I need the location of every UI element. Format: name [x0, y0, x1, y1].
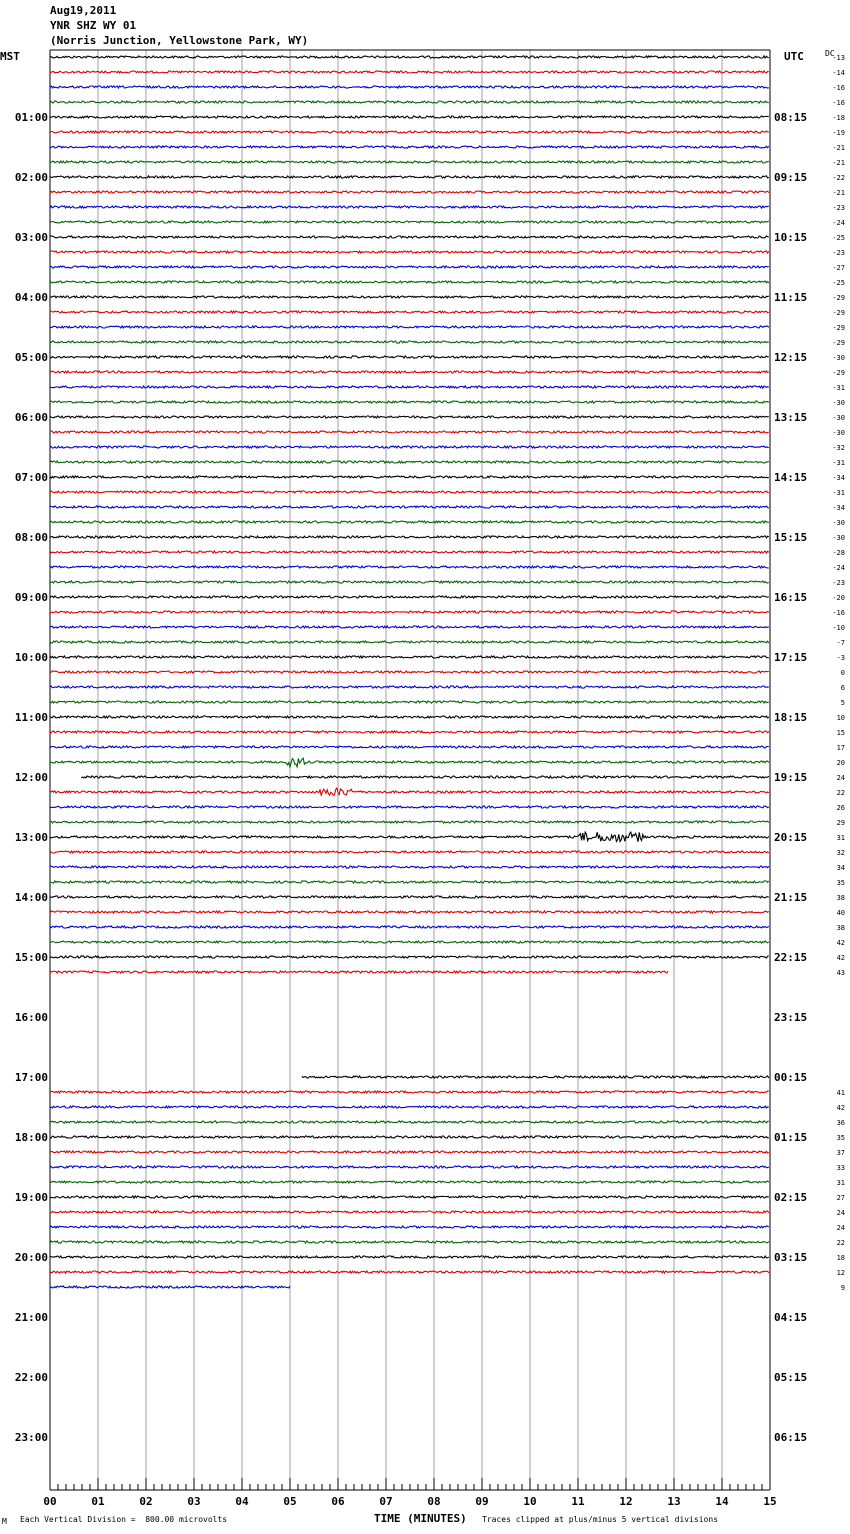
dc-offset-label: -21 — [832, 159, 845, 167]
dc-offset-label: 31 — [836, 834, 845, 842]
left-hour-label: 13:00 — [14, 831, 48, 844]
trace-row — [50, 431, 769, 433]
trace-row — [50, 1181, 769, 1183]
trace-row — [50, 491, 769, 493]
left-hour-label: 21:00 — [14, 1311, 48, 1324]
trace-row — [50, 146, 769, 148]
dc-offset-label: 31 — [836, 1179, 845, 1187]
trace-row — [50, 176, 769, 178]
right-hour-label: 18:15 — [774, 711, 808, 724]
trace-row — [50, 1271, 769, 1273]
trace-row — [50, 671, 769, 673]
trace-row — [50, 926, 769, 928]
dc-offset-label: -13 — [832, 54, 845, 62]
trace-row — [50, 236, 769, 238]
x-tick-label: 12 — [619, 1495, 633, 1508]
trace-row — [50, 866, 769, 868]
trace-row — [50, 341, 769, 343]
trace-row — [50, 581, 769, 583]
trace-row — [50, 941, 769, 943]
right-hour-label: 06:15 — [774, 1431, 808, 1444]
trace-row — [50, 446, 769, 448]
trace-row — [50, 686, 769, 688]
trace-row — [50, 161, 769, 163]
dc-offset-label: -29 — [832, 294, 845, 302]
trace-row — [50, 386, 769, 388]
right-hour-label: 16:15 — [774, 591, 808, 604]
trace-row — [50, 326, 769, 328]
left-hour-label: 04:00 — [14, 291, 48, 304]
x-tick-label: 07 — [379, 1495, 393, 1508]
trace-row — [50, 896, 769, 898]
right-timezone-label: UTC — [784, 50, 804, 63]
dc-offset-label: -29 — [832, 369, 845, 377]
trace-row — [50, 881, 769, 883]
dc-offset-label: -23 — [832, 204, 845, 212]
trace-row — [50, 746, 769, 748]
dc-offset-label: -30 — [832, 414, 845, 422]
trace-row — [50, 476, 769, 478]
dc-offset-label: -34 — [832, 504, 845, 512]
right-hour-label: 09:15 — [774, 171, 808, 184]
dc-offset-label: 18 — [836, 1254, 845, 1262]
right-hour-label: 04:15 — [774, 1311, 808, 1324]
dc-offset-label: -16 — [832, 99, 845, 107]
header-station: YNR SHZ WY 01 — [50, 19, 137, 32]
trace-row — [50, 116, 769, 118]
dc-offset-label: -30 — [832, 519, 845, 527]
trace-row — [50, 131, 769, 133]
trace-row — [50, 806, 769, 808]
dc-offset-label: -27 — [832, 264, 845, 272]
x-tick-label: 06 — [331, 1495, 345, 1508]
dc-offset-label: 33 — [836, 1164, 845, 1172]
right-hour-label: 11:15 — [774, 291, 808, 304]
dc-offset-label: 10 — [836, 714, 845, 722]
x-tick-label: 05 — [283, 1495, 297, 1508]
dc-offset-label: 38 — [836, 894, 845, 902]
dc-offset-label: -21 — [832, 189, 845, 197]
dc-offset-label: 37 — [836, 1149, 845, 1157]
dc-offset-label: 20 — [836, 759, 845, 767]
right-hour-label: 02:15 — [774, 1191, 808, 1204]
trace-row — [50, 851, 769, 853]
right-hour-label: 05:15 — [774, 1371, 808, 1384]
trace-row — [50, 1286, 290, 1288]
trace-row — [50, 758, 769, 767]
left-hour-label: 03:00 — [14, 231, 48, 244]
trace-row — [50, 311, 769, 313]
dc-offset-label: -10 — [832, 624, 845, 632]
trace-row — [50, 1121, 769, 1123]
right-hour-label: 15:15 — [774, 531, 808, 544]
right-hour-label: 03:15 — [774, 1251, 808, 1264]
right-hour-label: 13:15 — [774, 411, 808, 424]
left-hour-label: 07:00 — [14, 471, 48, 484]
trace-row — [50, 611, 769, 613]
trace-row — [50, 401, 769, 403]
x-tick-label: 13 — [667, 1495, 681, 1508]
x-tick-label: 03 — [187, 1495, 201, 1508]
dc-offset-label: 42 — [836, 939, 845, 947]
right-hour-label: 08:15 — [774, 111, 808, 124]
trace-row — [50, 701, 769, 703]
dc-offset-label: 38 — [836, 924, 845, 932]
dc-offset-label: -31 — [832, 489, 845, 497]
left-hour-label: 15:00 — [14, 951, 48, 964]
dc-offset-label: 24 — [836, 774, 845, 782]
header-date: Aug19,2011 — [50, 4, 117, 17]
trace-row — [50, 1136, 769, 1138]
trace-row — [50, 506, 769, 508]
dc-offset-label: 15 — [836, 729, 845, 737]
left-hour-label: 19:00 — [14, 1191, 48, 1204]
right-hour-label: 23:15 — [774, 1011, 808, 1024]
trace-row — [50, 221, 769, 223]
dc-offset-label: 6 — [840, 684, 845, 692]
dc-offset-label: -31 — [832, 459, 845, 467]
x-tick-label: 09 — [475, 1495, 489, 1508]
right-hour-label: 19:15 — [774, 771, 808, 784]
left-hour-label: 11:00 — [14, 711, 48, 724]
dc-offset-label: -16 — [832, 84, 845, 92]
dc-offset-label: 24 — [836, 1209, 845, 1217]
left-timezone-label: MST — [0, 50, 20, 63]
axis-labels — [15, 54, 845, 1508]
clip-note: Traces clipped at plus/minus 5 vertical divisions — [482, 1515, 719, 1524]
trace-row — [81, 776, 769, 778]
dc-offset-label: -30 — [832, 399, 845, 407]
dc-offset-label: 35 — [836, 1134, 845, 1142]
dc-offset-label: 35 — [836, 879, 845, 887]
dc-offset-label: -7 — [836, 639, 845, 647]
trace-row — [50, 71, 769, 73]
dc-offset-label: -31 — [832, 384, 845, 392]
x-tick-label: 01 — [91, 1495, 105, 1508]
x-tick-label: 00 — [43, 1495, 57, 1508]
trace-row — [50, 206, 769, 208]
trace-row — [50, 821, 769, 823]
left-hour-label: 16:00 — [14, 1011, 48, 1024]
left-hour-label: 09:00 — [14, 591, 48, 604]
trace-row — [50, 1256, 769, 1258]
trace-row — [50, 1151, 769, 1153]
trace-row — [50, 1226, 769, 1228]
trace-row — [50, 1091, 769, 1093]
x-axis-ticks — [50, 1478, 770, 1490]
grid-lines — [50, 50, 770, 1490]
trace-row — [50, 461, 769, 463]
dc-offset-label: 17 — [836, 744, 845, 752]
trace-row — [50, 956, 769, 958]
corner-mark: M — [2, 1517, 7, 1526]
dc-offset-label: -24 — [832, 564, 845, 572]
dc-offset-label: -24 — [832, 219, 845, 227]
right-hour-label: 20:15 — [774, 831, 808, 844]
dc-offset-label: 36 — [836, 1119, 845, 1127]
trace-row — [50, 266, 769, 268]
dc-offset-label: 42 — [836, 954, 845, 962]
left-hour-label: 06:00 — [14, 411, 48, 424]
trace-row — [50, 356, 769, 358]
left-hour-label: 14:00 — [14, 891, 48, 904]
left-hour-label: 02:00 — [14, 171, 48, 184]
right-hour-label: 22:15 — [774, 951, 808, 964]
trace-row — [50, 1106, 769, 1108]
trace-row — [50, 832, 769, 842]
dc-offset-label: -22 — [832, 174, 845, 182]
dc-offset-label: -34 — [832, 474, 845, 482]
dc-offset-label: 26 — [836, 804, 845, 812]
dc-offset-label: -25 — [832, 279, 845, 287]
left-hour-label: 20:00 — [14, 1251, 48, 1264]
trace-row — [50, 251, 769, 253]
right-hour-label: 00:15 — [774, 1071, 808, 1084]
dc-offset-label: 5 — [840, 699, 845, 707]
dc-offset-label: -28 — [832, 549, 845, 557]
dc-offset-label: -25 — [832, 234, 845, 242]
trace-row — [50, 101, 769, 103]
header-location: (Norris Junction, Yellowstone Park, WY) — [50, 34, 309, 47]
trace-row — [50, 536, 769, 538]
trace-row — [50, 281, 769, 283]
left-hour-label: 23:00 — [14, 1431, 48, 1444]
x-axis-title: TIME (MINUTES) — [374, 1512, 467, 1525]
left-hour-label: 05:00 — [14, 351, 48, 364]
trace-row — [50, 1211, 769, 1213]
right-hour-label: 14:15 — [774, 471, 808, 484]
dc-offset-label: 27 — [836, 1194, 845, 1202]
trace-row — [50, 971, 668, 973]
x-tick-label: 14 — [715, 1495, 729, 1508]
dc-offset-label: -19 — [832, 129, 845, 137]
dc-offset-label: -30 — [832, 534, 845, 542]
trace-row — [50, 1241, 769, 1243]
dc-offset-label: 32 — [836, 849, 845, 857]
dc-offset-label: -3 — [836, 654, 845, 662]
dc-offset-label: -23 — [832, 579, 845, 587]
x-tick-label: 11 — [571, 1495, 585, 1508]
dc-offset-label: -14 — [832, 69, 845, 77]
dc-offset-label: 22 — [836, 1239, 845, 1247]
dc-offset-label: 43 — [836, 969, 845, 977]
trace-row — [50, 566, 769, 568]
dc-offset-label: -20 — [832, 594, 845, 602]
dc-offset-label: -16 — [832, 609, 845, 617]
left-hour-label: 22:00 — [14, 1371, 48, 1384]
dc-offset-label: 41 — [836, 1089, 845, 1097]
x-tick-label: 04 — [235, 1495, 249, 1508]
right-hour-label: 12:15 — [774, 351, 808, 364]
trace-row — [50, 56, 769, 58]
dc-offset-label: 40 — [836, 909, 845, 917]
right-hour-label: 01:15 — [774, 1131, 808, 1144]
trace-row — [50, 641, 769, 643]
trace-row — [50, 86, 769, 88]
trace-row — [50, 656, 769, 658]
left-hour-label: 01:00 — [14, 111, 48, 124]
trace-row — [302, 1076, 769, 1078]
trace-row — [50, 296, 769, 298]
dc-offset-label: 0 — [840, 669, 845, 677]
dc-offset-label: -21 — [832, 144, 845, 152]
dc-offset-label: 12 — [836, 1269, 845, 1277]
trace-row — [50, 1196, 769, 1198]
dc-offset-label: 24 — [836, 1224, 845, 1232]
dc-label: DC — [825, 49, 835, 58]
x-tick-label: 15 — [763, 1495, 777, 1508]
trace-row — [50, 371, 769, 373]
x-tick-label: 10 — [523, 1495, 537, 1508]
trace-row — [50, 191, 769, 193]
dc-offset-label: -30 — [832, 429, 845, 437]
right-hour-label: 21:15 — [774, 891, 808, 904]
left-hour-label: 12:00 — [14, 771, 48, 784]
left-hour-label: 10:00 — [14, 651, 48, 664]
dc-offset-label: -29 — [832, 324, 845, 332]
seismic-traces — [50, 56, 769, 1288]
dc-offset-label: -18 — [832, 114, 845, 122]
x-tick-label: 08 — [427, 1495, 441, 1508]
left-hour-label: 17:00 — [14, 1071, 48, 1084]
trace-row — [50, 716, 769, 718]
left-hour-label: 18:00 — [14, 1131, 48, 1144]
trace-row — [50, 788, 769, 795]
dc-offset-label: -30 — [832, 354, 845, 362]
scale-note: Each Vertical Division = 800.00 microvolts — [20, 1515, 228, 1524]
dc-offset-label: 22 — [836, 789, 845, 797]
left-hour-label: 08:00 — [14, 531, 48, 544]
dc-offset-label: -32 — [832, 444, 845, 452]
trace-row — [50, 731, 769, 733]
trace-row — [50, 911, 769, 913]
trace-row — [50, 596, 769, 598]
right-hour-label: 17:15 — [774, 651, 808, 664]
trace-row — [50, 416, 769, 418]
dc-offset-label: 9 — [840, 1284, 845, 1292]
dc-offset-label: -23 — [832, 249, 845, 257]
dc-offset-label: 29 — [836, 819, 845, 827]
trace-row — [50, 521, 769, 523]
trace-row — [50, 551, 769, 553]
x-tick-label: 02 — [139, 1495, 153, 1508]
dc-offset-label: -29 — [832, 309, 845, 317]
trace-row — [50, 626, 769, 628]
trace-row — [50, 1166, 769, 1168]
dc-offset-label: 34 — [836, 864, 845, 872]
dc-offset-label: 42 — [836, 1104, 845, 1112]
dc-offset-label: -29 — [832, 339, 845, 347]
right-hour-label: 10:15 — [774, 231, 808, 244]
